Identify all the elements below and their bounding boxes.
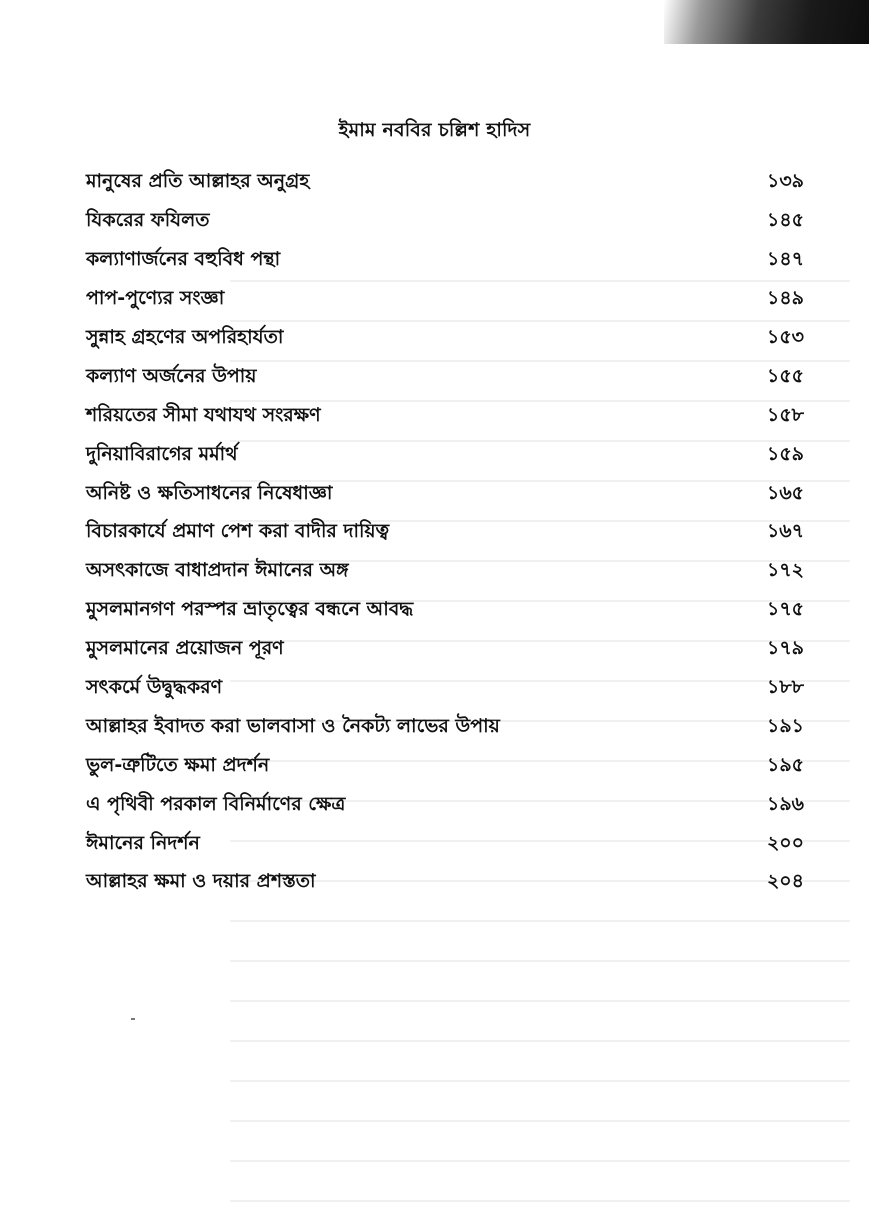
toc-entry xyxy=(86,553,804,592)
toc-entry-title: মুসলমানগণ পরস্পর ভ্রাতৃত্বের বন্ধনে আবদ্ধ xyxy=(86,598,414,621)
toc-entry-title: অসৎকাজে বাধাপ্রদান ঈমানের অঙ্গ xyxy=(86,559,349,582)
toc-entry-page: ১৫৫ xyxy=(767,364,804,387)
toc-entry xyxy=(86,747,804,786)
scan-shadow xyxy=(664,0,869,44)
toc-entry xyxy=(86,708,804,747)
toc-entry-title: ঈমানের নিদর্শন xyxy=(86,831,200,854)
toc-entry xyxy=(86,864,804,903)
toc-entry-title: শরিয়তের সীমা যথাযথ সংরক্ষণ xyxy=(86,403,321,426)
toc-entry xyxy=(86,514,804,553)
toc-entry-title: অনিষ্ট ও ক্ষতিসাধনের নিষেধাজ্ঞা xyxy=(86,481,333,504)
toc-entry xyxy=(86,436,804,475)
toc-entry-title: কল্যাণ অর্জনের উপায় xyxy=(86,364,257,387)
toc-entry-page: ১৯৬ xyxy=(766,792,804,815)
toc-entry-page: ১৩৯ xyxy=(766,170,804,193)
toc-entry-page: ১৬৫ xyxy=(766,481,804,504)
toc-entry-page: ১৯১ xyxy=(767,714,804,737)
toc-entry xyxy=(86,631,804,670)
running-head: ইমাম নববির চল্লিশ হাদিস xyxy=(338,119,531,141)
toc-entry xyxy=(86,475,804,514)
toc-entry-page: ১৬৭ xyxy=(766,520,804,543)
toc-entry-title: আল্লাহর ক্ষমা ও দয়ার প্রশস্ততা xyxy=(86,870,316,893)
toc-entry-page: ১৮৮ xyxy=(767,676,804,699)
toc-entry-title: কল্যাণার্জনের বহুবিধ পন্থা xyxy=(86,248,281,271)
toc-entry xyxy=(86,397,804,436)
toc-entry-page: ২০৪ xyxy=(766,870,804,893)
toc-entry xyxy=(86,825,804,864)
toc-entry-title: বিচারকার্যে প্রমাণ পেশ করা বাদীর দায়িত্ব xyxy=(86,520,390,543)
toc-entry-page: ১৫৮ xyxy=(767,403,804,426)
toc-entry xyxy=(86,164,804,203)
toc-entry-title: এ পৃথিবী পরকাল বিনির্মাণের ক্ষেত্র xyxy=(86,792,346,815)
toc-entry-page: ১৪৫ xyxy=(767,209,804,232)
toc-entry-title: সুন্নাহ গ্রহণের অপরিহার্যতা xyxy=(86,326,284,348)
toc-entry xyxy=(86,670,804,709)
toc-entry-page: ১৫৩ xyxy=(766,326,804,348)
toc-entry xyxy=(86,358,804,397)
toc-entry-title: সৎকর্মে উদ্বুদ্ধকরণ xyxy=(86,676,223,699)
toc-entry-page: ১৭৫ xyxy=(766,598,804,621)
toc-entry-title: মানুষের প্রতি আল্লাহর অনুগ্রহ xyxy=(86,170,310,193)
toc-entry-title: দুনিয়াবিরাগের মর্মার্থ xyxy=(86,442,238,465)
toc-entry-page: ১৯৫ xyxy=(767,753,804,776)
toc-entry xyxy=(86,242,804,281)
toc-entry xyxy=(86,786,804,825)
toc-entry xyxy=(86,320,804,359)
toc-entry xyxy=(86,592,804,631)
toc-entry-title: মুসলমানের প্রয়োজন পূরণ xyxy=(86,637,284,660)
toc-entry-title: যিকরের ফযিলত xyxy=(86,209,210,232)
toc-entry-page: ১৪৭ xyxy=(766,248,804,271)
toc-entry-title: আল্লাহর ইবাদত করা ভালবাসা ও নৈকট্য লাভের উপায় xyxy=(86,714,500,737)
toc-entry-page: ১৫৯ xyxy=(767,442,804,465)
toc-entry-page: ২০০ xyxy=(766,831,804,854)
toc-entry-page: ১৭২ xyxy=(766,559,804,582)
toc-entry-title: পাপ-পুণ্যের সংজ্ঞা xyxy=(86,287,225,310)
toc-entry-page: ১৪৯ xyxy=(767,287,804,310)
table-of-contents xyxy=(86,164,804,903)
toc-entry-title: ভুল-ত্রুটিতে ক্ষমা প্রদর্শন xyxy=(86,753,270,776)
toc-entry xyxy=(86,203,804,242)
toc-entry xyxy=(86,281,804,320)
ink-speck xyxy=(131,1018,135,1020)
toc-entry-page: ১৭৯ xyxy=(766,637,804,660)
